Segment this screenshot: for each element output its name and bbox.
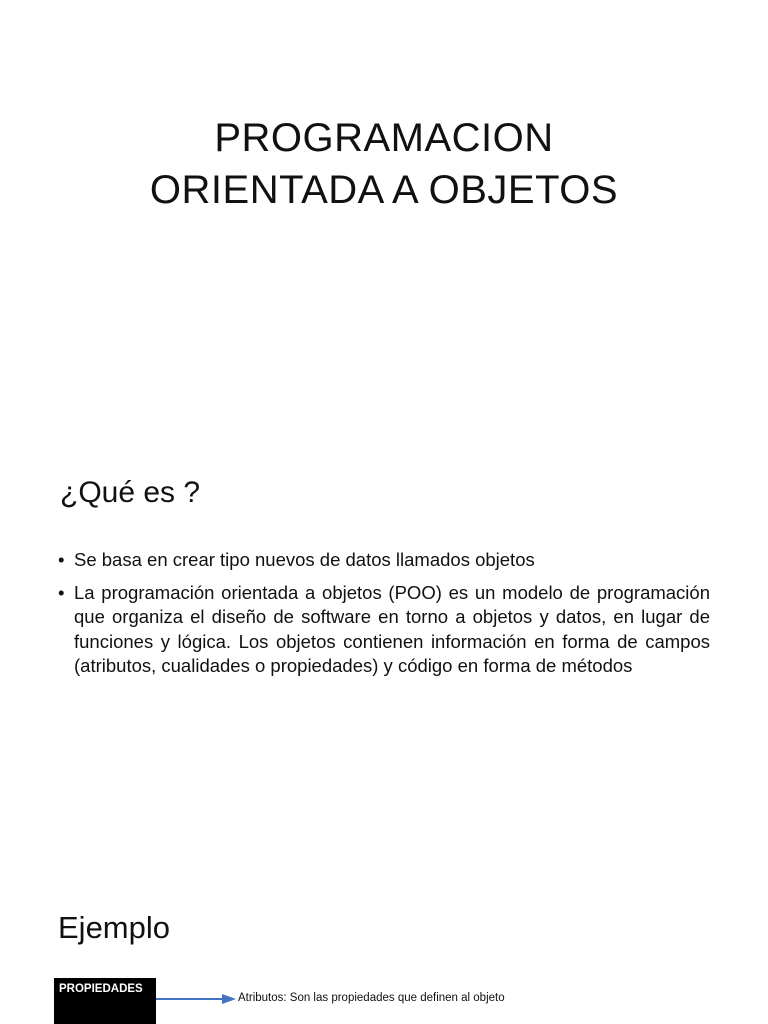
bullet-list — [58, 548, 710, 687]
example-slide — [0, 880, 768, 1024]
definition-heading: ¿Qué es ? — [60, 476, 201, 509]
example-heading: Ejemplo — [58, 910, 170, 945]
properties-box — [54, 978, 156, 1024]
definition-slide — [0, 440, 768, 880]
properties-box-label: PROPIEDADES — [59, 983, 143, 995]
title-line-1: PROGRAMACION — [214, 116, 554, 160]
title-line-2: ORIENTADA A OBJETOS — [149, 168, 619, 212]
bullet-item: • Se basa en crear tipo nuevos de datos llamados objetos — [58, 548, 710, 573]
title-slide — [0, 0, 768, 440]
attributes-label: Atributos: Son las propiedades que definen al objeto — [238, 992, 505, 1004]
bullet-item: • La programación orientada a objetos (POO) es un modelo de programación que organiza el diseño de software en torno a objetos y datos, en lugar de funciones y lógica. Los objetos contienen información en forma de campos (atributos, cualidades o propiedades) y código en forma de métodos — [58, 581, 710, 679]
arrow-right-icon — [156, 992, 236, 1006]
